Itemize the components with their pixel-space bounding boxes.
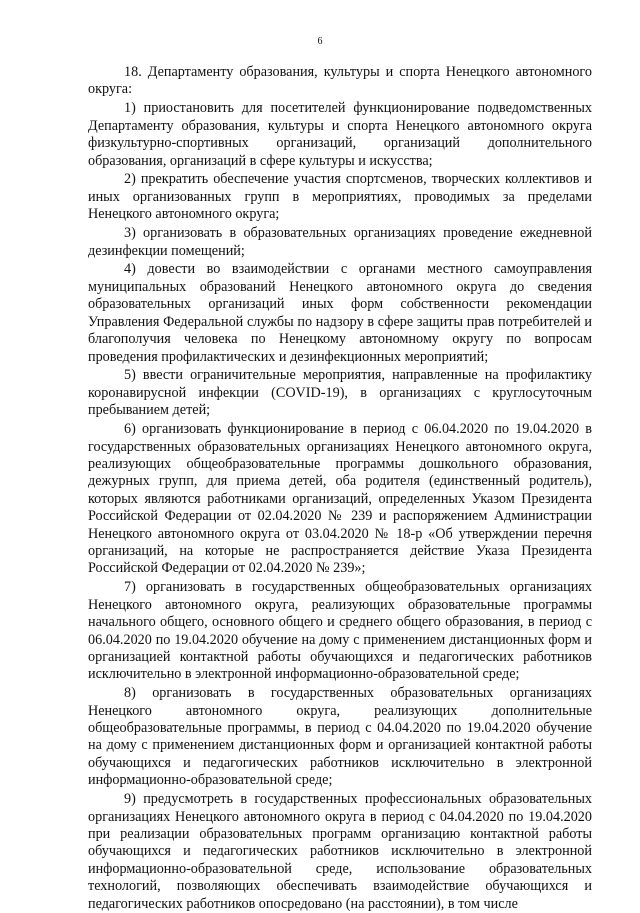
paragraph-18-heading: 18. Департаменту образования, культуры и спорта Ненецкого автономного округа: (88, 64, 592, 98)
paragraph-item-7: 7) организовать в государственных общеобразовательных организациях Ненецкого автономного округа, реализующих образовательные программы начального общего, основного общего и среднего общего образования, в период с 06.04.2020 по 19.04.2020 обучение на дому с применением дистанционных форм и организацией контактной работы обучающихся и педагогических работников исключительно в электронной информационно-образовательной среде; (88, 579, 592, 683)
paragraph-item-1: 1) приостановить для посетителей функционирование подведомственных Департаменту образования, культуры и спорта Ненецкого автономного округа физкультурно-спортивных организаций, организаций дополнительного образования, организаций в сфере культуры и искусства; (88, 100, 592, 169)
paragraph-item-9: 9) предусмотреть в государственных профессиональных образовательных организациях Ненецкого автономного округа в период с 04.04.2020 по 19.04.2020 при реализации образовательных программ организацию контактной работы обучающихся и педагогических работников исключительно в электронной информационно-образовательной среде, использование образовательных технологий, позволяющих обеспечивать взаимодействие обучающихся и педагогических работников опосредовано (на расстоянии), в том числе (88, 791, 592, 912)
paragraph-item-2: 2) прекратить обеспечение участия спортсменов, творческих коллективов и иных организованных групп в мероприятиях, проводимых за пределами Ненецкого автономного округа; (88, 171, 592, 223)
page-number: 6 (317, 36, 323, 47)
document-body (88, 64, 592, 913)
paragraph-item-5: 5) ввести ограничительные мероприятия, направленные на профилактику коронавирусной инфекции (COVID-19), в организациях с круглосуточным пребыванием детей; (88, 367, 592, 419)
paragraph-item-3: 3) организовать в образовательных организациях проведение ежедневной дезинфекции помещений; (88, 225, 592, 259)
paragraph-item-4: 4) довести во взаимодействии с органами местного самоуправления муниципальных образований Ненецкого автономного округа до сведения образовательных организаций иных форм собственности рекомендации Управления Федеральной службы по надзору в сфере защиты прав потребителей и благополучия человека по Ненецкому автономному округу по вопросам проведения профилактических и дезинфекционных мероприятий; (88, 261, 592, 365)
paragraph-item-8: 8) организовать в государственных образовательных организациях Ненецкого автономного округа, реализующих дополнительные общеобразовательные программы, в период с 04.04.2020 по 19.04.2020 обучение на дому с применением дистанционных форм и организацией контактной работы обучающихся и педагогических работников исключительно в электронной информационно-образовательной среде; (88, 685, 592, 789)
paragraph-item-6: 6) организовать функционирование в период с 06.04.2020 по 19.04.2020 в государственных образовательных организациях Ненецкого автономного округа, реализующих общеобразовательные программы дошкольного образования, дежурных групп, для приема детей, оба родителя (единственный родитель), которых являются работниками организаций, определенных Указом Президента Российской Федерации от 02.04.2020 № 239 и распоряжением Администрации Ненецкого автономного округа от 03.04.2020 № 18-р «Об утверждении перечня организаций, на которые не распространяется действие Указа Президента Российской Федерации от 02.04.2020 № 239»; (88, 421, 592, 577)
